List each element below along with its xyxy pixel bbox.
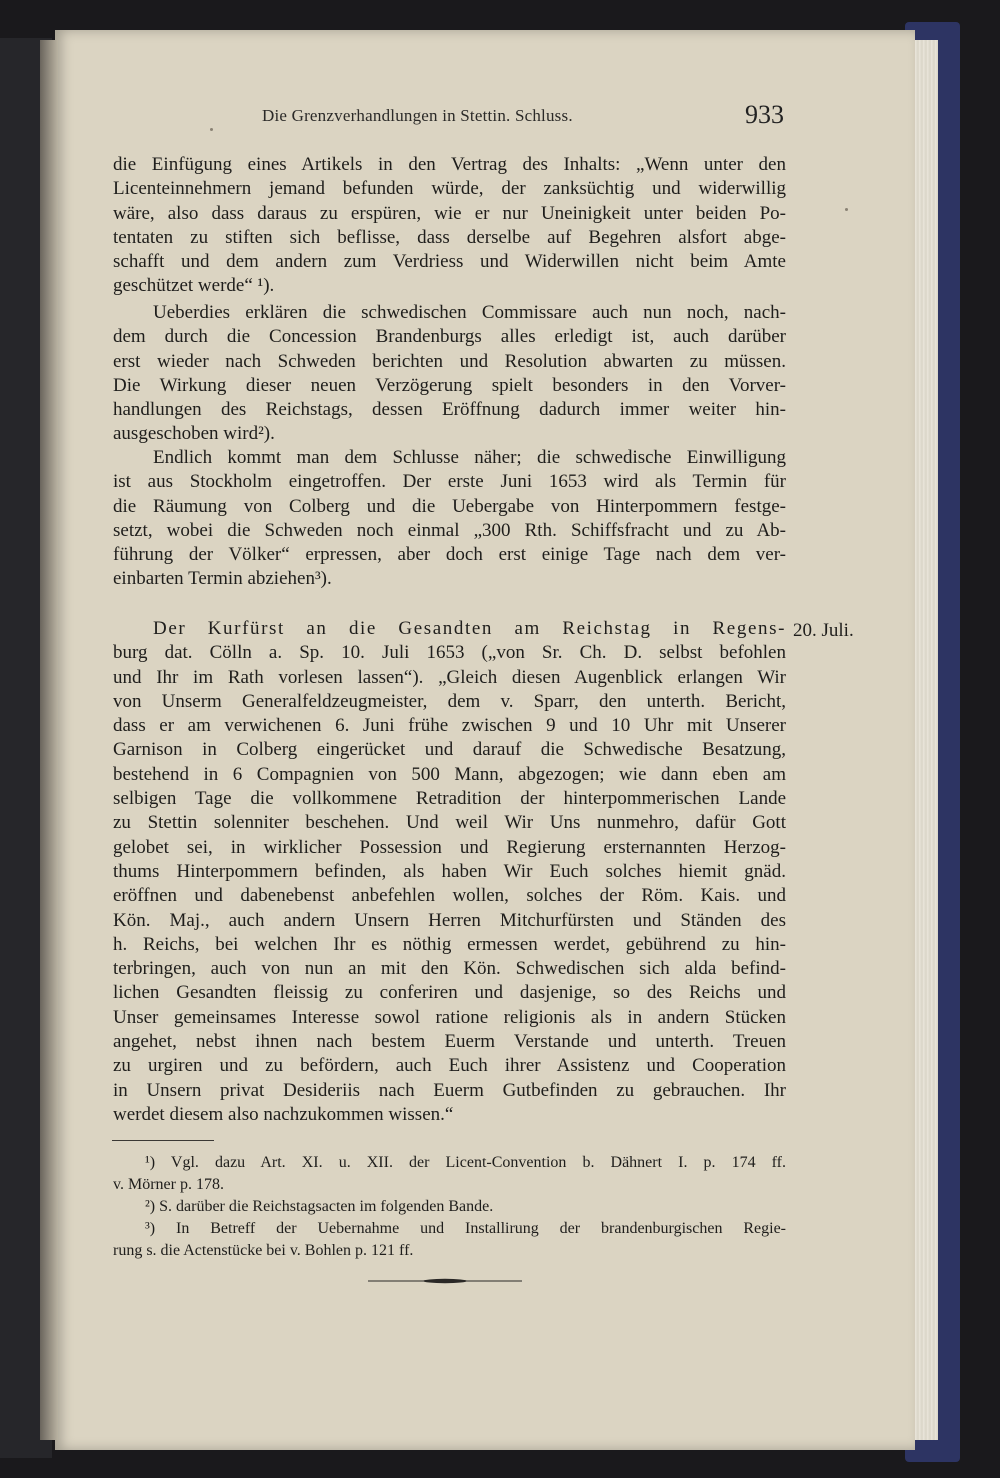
paper-speck [210,128,213,131]
text-line: geschützet werde“ ¹). [113,275,275,297]
footnotes [113,1152,786,1262]
footnote-line: rung s. die Actenstücke bei v. Bohlen p. 121 ff. [113,1242,414,1259]
footnote-line: ²) S. darüber die Reichstagsacten im folgenden Bande. [145,1198,494,1215]
footnote-line: ³) In Betreff der Uebernahme und Installirung der brandenburgischen Regie- [145,1220,786,1237]
text-line: Endlich kommt man dem Schlusse näher; die schwedische Einwilligung [153,447,786,468]
footnote-divider [112,1140,214,1141]
text-line: Der Kurfürst an die Gesandten am Reichstag in Regens- [153,618,786,639]
text-line: selbigen Tage die vollkommene Retradition der hinterpommerischen Lande [113,788,786,810]
text-line: die Einfügung eines Artikels in den Vertrag des Inhalts: „Wenn unter den [113,154,786,175]
text-line: dass er am verwichenen 6. Juni frühe zwischen 9 und 10 Uhr mit Unserer [113,715,786,737]
text-line: dem durch die Concession Brandenburgs alles erledigt ist, auch darüber [113,326,786,348]
text-line: wäre, also dass daraus zu erspüren, wie er nur Uneinigkeit unter beiden Po- [113,202,786,224]
text-line: setzt, wobei die Schweden noch einmal „300 Rth. Schiffsfracht und zu Ab- [113,519,786,541]
text-line: und Ihr im Rath vorlesen lassen“). „Gleich diesen Augenblick erlangen Wir [113,666,786,688]
text-line: die Räumung von Colberg und die Uebergabe von Hinterpommern festge- [113,495,786,517]
text-line: bestehend in 6 Compagnien von 500 Mann, abgezogen; wie dann eben am [113,763,786,785]
text-line: Kön. Maj., auch andern Unsern Herren Mitchurfürsten und Ständen des [113,909,786,931]
text-line: Licenteinnehmern jemand befunden würde, der zanksüchtig und widerwillig [113,178,786,200]
paragraph-1 [113,153,786,299]
text-line: lichen Gesandten fleissig zu conferiren und dasjenige, so des Reichs und [113,982,786,1004]
text-line: schafft und dem andern zum Verdriess und Widerwillen nicht beim Amte [113,251,786,273]
text-line: h. Reichs, bei welchen Ihr es nöthig ermessen werdet, gebührend zu hin- [113,933,786,955]
text-line: erst wieder nach Schweden berichten und Resolution abwarten zu müssen. [113,350,786,372]
text-line: burg dat. Cölln a. Sp. 10. Juli 1653 („von Sr. Ch. D. selbst befohlen [113,642,786,664]
text-line: werdet diesem also nachzukommen wissen.“ [113,1103,454,1125]
paragraph-3 [113,446,786,592]
text-line: thums Hinterpommern befinden, als haben Wir Euch solches hiemit gnäd. [113,860,786,882]
text-line: in Unsern privat Desideriis nach Euerm Gutbefinden zu gebrauchen. Ihr [113,1079,786,1101]
binding-gutter [40,40,58,1440]
margin-date-note: 20. Juli. [793,620,854,641]
text-line: Ueberdies erklären die schwedischen Commissare auch nun noch, nach- [153,302,786,323]
paragraph-2 [113,301,786,447]
page-number: 933 [745,100,784,129]
paragraph-4-letter [113,617,786,1127]
end-ornament [368,1278,522,1284]
text-line: führung der Völker“ erpressen, aber doch erst einige Tage nach dem ver- [113,544,786,566]
paper-speck [845,208,848,211]
footnote-line: v. Mörner p. 178. [113,1176,224,1193]
text-line: gelobet sei, in wirklicher Possession und Regierung ersternannten Herzog- [113,836,786,858]
text-line: tentaten zu stiften sich beflisse, dass derselbe auf Begehren alsfort abge- [113,226,786,248]
running-head: Die Grenzverhandlungen in Stettin. Schluss. [262,106,573,125]
text-line: angehet, nebst ihnen nach bestem Euerm Verstande und unterth. Treuen [113,1031,786,1053]
text-line: einbarten Termin abziehen³). [113,568,332,590]
text-line: handlungen des Reichstags, dessen Eröffnung dadurch immer weiter hin- [113,399,786,421]
text-line: terbringen, auch von nun an mit den Kön. Schwedischen sich alda befind- [113,958,786,980]
footnote-line: ¹) Vgl. dazu Art. XI. u. XII. der Licent-Convention b. Dähnert I. p. 174 ff. [145,1154,786,1171]
text-line: Unser gemeinsames Interesse sowol ratione religionis als in andern Stücken [113,1006,786,1028]
text-line: zu urgiren und zu befördern, auch Euch ihrer Assistenz und Cooperation [113,1055,786,1077]
text-line: eröffnen und dabenebenst anbefehlen wollen, solches der Röm. Kais. und [113,885,786,907]
text-line: ist aus Stockholm eingetroffen. Der erste Juni 1653 wird als Termin für [113,471,786,493]
text-line: Die Wirkung dieser neuen Verzögerung spielt besonders in den Vorver- [113,374,786,396]
text-line: zu Stettin solenniter beschehen. Und weil Wir Uns nunmehro, dafür Gott [113,812,786,834]
text-line: Garnison in Colberg eingerücket und darauf die Schwedische Besatzung, [113,739,786,761]
text-line: ausgeschoben wird²). [113,423,275,445]
text-line: von Unserm Generalfeldzeugmeister, dem v. Sparr, den unterth. Bericht, [113,690,786,712]
